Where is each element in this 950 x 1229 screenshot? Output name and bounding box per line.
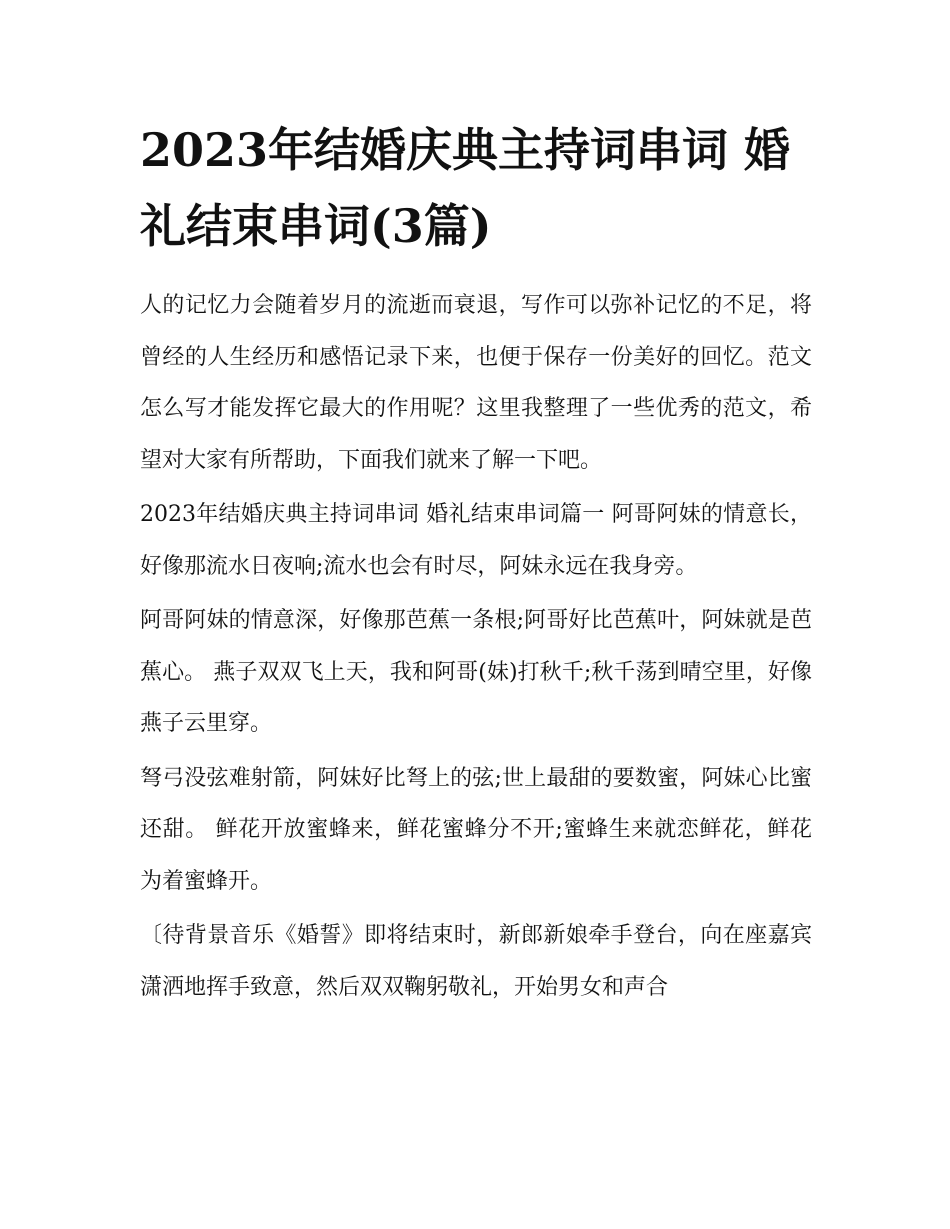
paragraph-3: 弩弓没弦难射箭，阿妹好比弩上的弦;世上最甜的要数蜜，阿妹心比蜜还甜。 鲜花开放蜜蜂来，鲜花蜜蜂分不开;蜜蜂生来就恋鲜花，鲜花为着蜜蜂开。 [140, 765, 812, 894]
paragraph-2: 阿哥阿妹的情意深，好像那芭蕉一条根;阿哥好比芭蕉叶，阿妹就是芭蕉心。 燕子双双飞上天，我和阿哥(妹)打秋千;秋千荡到晴空里，好像燕子云里穿。 [140, 608, 812, 736]
paragraph-1: 2023年结婚庆典主持词串词 婚礼结束串词篇一 阿哥阿妹的情意长，好像那流水日夜响;流水也会有时尽，阿妹永远在我身旁。 [140, 502, 812, 579]
document-page [140, 112, 812, 1013]
document-title: 2023年结婚庆典主持词串词 婚礼结束串词(3篇) [140, 123, 791, 253]
paragraph-4: 〔待背景音乐《婚誓》即将结束时，新郎新娘牵手登台，向在座嘉宾潇洒地挥手致意，然后双双鞠躬敬礼，开始男女和声合 [140, 923, 812, 1000]
paragraph-intro: 人的记忆力会随着岁月的流逝而衰退，写作可以弥补记忆的不足，将曾经的人生经历和感悟记录下来，也便于保存一份美好的回忆。范文怎么写才能发挥它最大的作用呢？这里我整理了一些优秀的范文，希望对大家有所帮助，下面我们就来了解一下吧。 [140, 293, 812, 473]
